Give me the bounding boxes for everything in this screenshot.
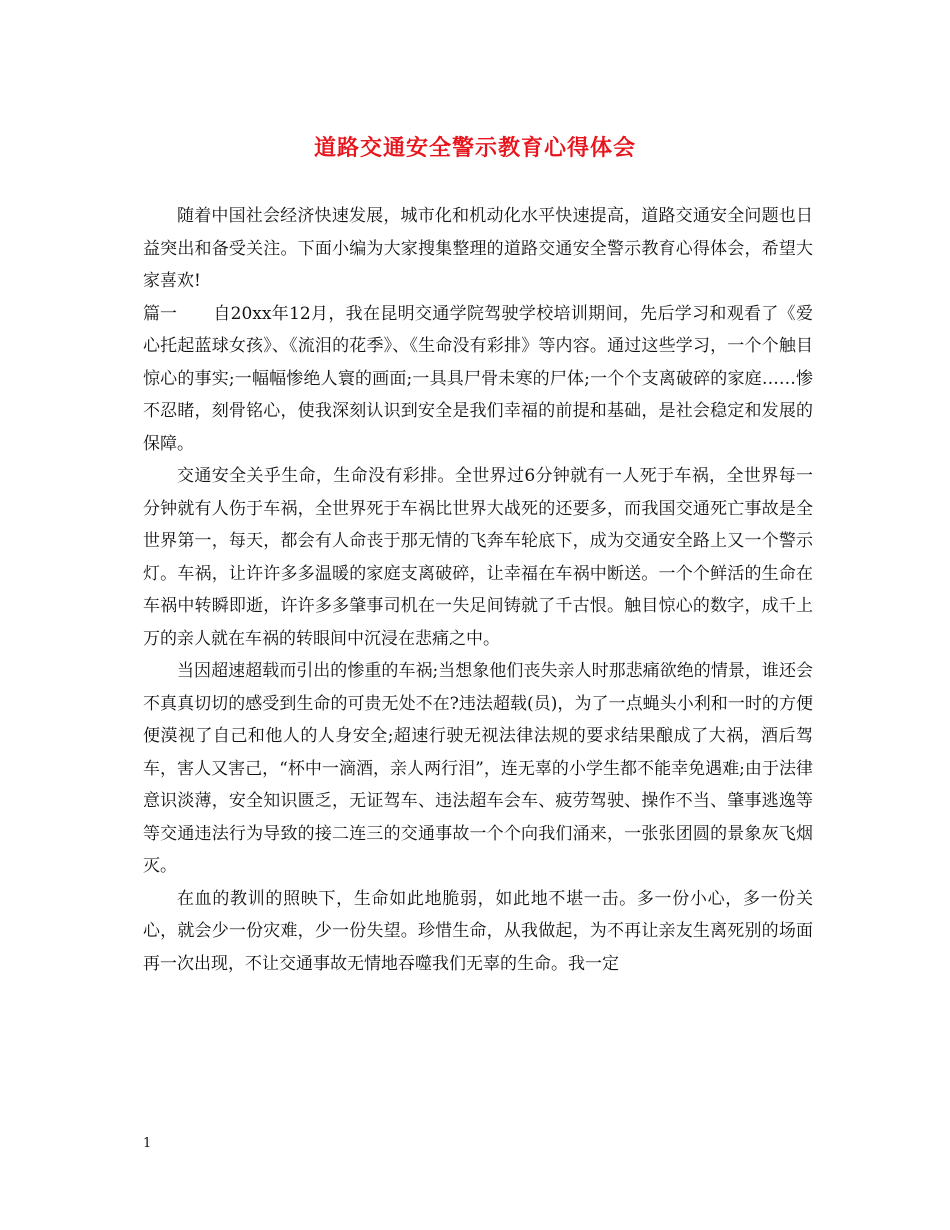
body-paragraph: 当因超速超载而引出的惨重的车祸;当想象他们丧失亲人时那悲痛欲绝的情景，谁还会不真真切切的感受到生命的可贵无处不在?违法超载(员)，为了一点蝇头小利和一时的方便便漠视了自己和他人的人身安全;超速行驶无视法律法规的要求结果酿成了大祸，酒后驾车，害人又害己，“杯中一滴酒，亲人两行泪”，连无辜的小学生都不能幸免遇难;由于法律意识淡薄，安全知识匮乏，无证驾车、违法超车会车、疲劳驾驶、操作不当、肇事逃逸等等交通违法行为导致的接二连三的交通事故一个个向我们涌来，一张张团圆的景象灰飞烟灭。 xyxy=(143,661,813,876)
section-first-paragraph xyxy=(143,298,813,461)
intro-paragraph: 随着中国社会经济快速发展，城市化和机动化水平快速提高，道路交通安全问题也日益突出和备受关注。下面小编为大家搜集整理的道路交通安全警示教育心得体会，希望大家喜欢! xyxy=(143,206,813,291)
page-number: 1 xyxy=(143,1136,152,1151)
body-paragraph: 交通安全关乎生命，生命没有彩排。全世界过6分钟就有一人死于车祸，全世界每一分钟就有人伤于车祸，全世界死于车祸比世界大战死的还要多，而我国交通死亡事故是全世界第一，每天，都会有人命丧于那无情的飞奔车轮底下，成为交通安全路上又一个警示灯。车祸，让许许多多温暖的家庭支离破碎，让幸福在车祸中断送。一个个鲜活的生命在车祸中转瞬即逝，许许多多肇事司机在一失足间铸就了千古恨。触目惊心的数字，成千上万的亲人就在车祸的转眼间中沉浸在悲痛之中。 xyxy=(143,466,813,649)
section-label: 篇一 xyxy=(143,303,177,324)
document-title: 道路交通安全警示教育心得体会 xyxy=(313,135,636,161)
section-first-text: 自20xx年12月，我在昆明交通学院驾驶学校培训期间，先后学习和观看了《爱心托起蓝球女孩》、《流泪的花季》、《生命没有彩排》等内容。通过这些学习，一个个触目惊心的事实;一幅幅惨绝人寰的画面;一具具尸骨未寒的尸体;一个个支离破碎的家庭……惨不忍睹，刻骨铭心，使我深刻认识到安全是我们幸福的前提和基础，是社会稳定和发展的保障。 xyxy=(143,303,813,454)
body-paragraph: 在血的教训的照映下，生命如此地脆弱，如此地不堪一击。多一份小心，多一份关心，就会少一份灾难，少一份失望。珍惜生命，从我做起，为不再让亲友生离死别的场面再一次出现，不让交通事故无情地吞噬我们无辜的生命。我一定 xyxy=(143,888,813,974)
document-body xyxy=(143,200,813,980)
